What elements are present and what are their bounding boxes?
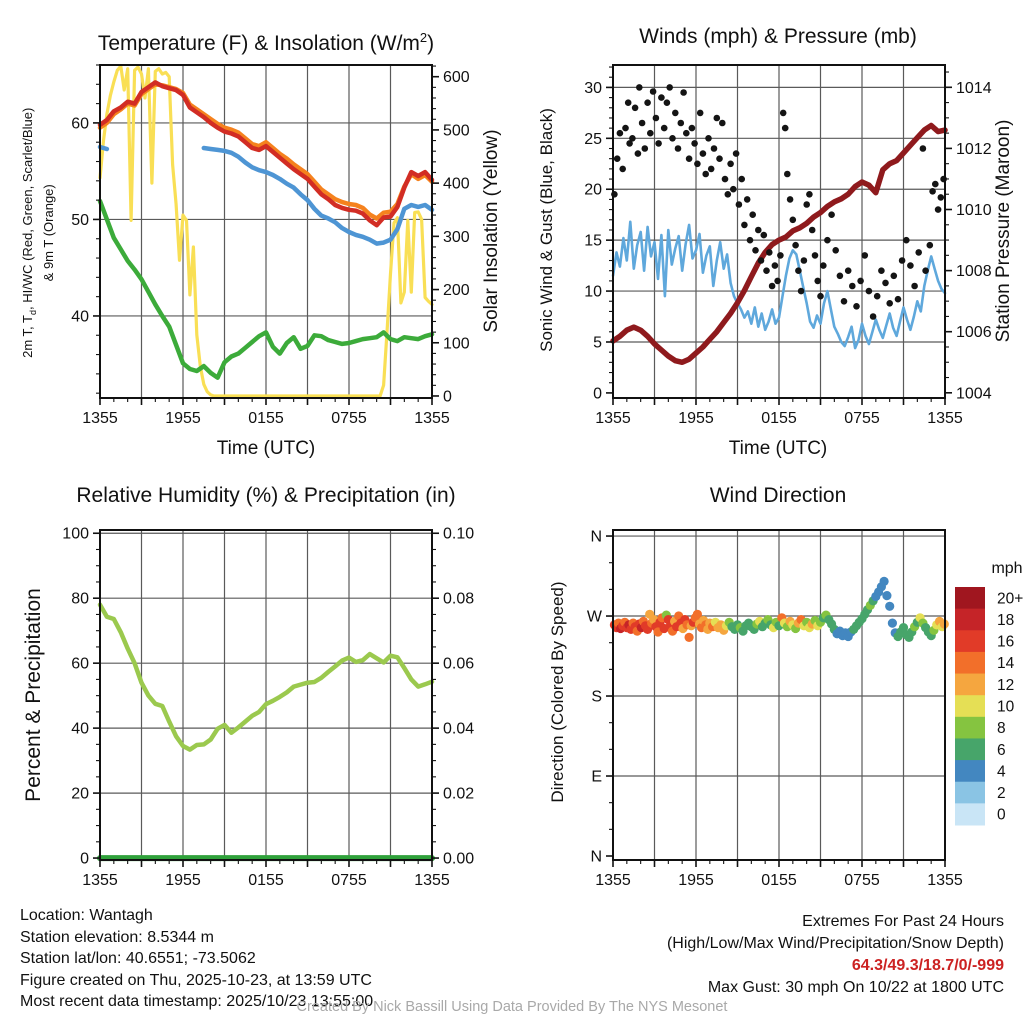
wind-gusts-dot — [744, 196, 751, 203]
right-tick-label: 0 — [443, 388, 452, 406]
wind-gusts-dot — [614, 155, 621, 162]
wind-gusts-dot — [922, 267, 929, 274]
station-info — [20, 905, 373, 1013]
temp-title-text: Temperature (F) & Insolation (W/m — [97, 32, 420, 55]
right-tick-label: 1012 — [956, 140, 992, 158]
x-tick-label: 1355 — [414, 872, 450, 889]
colorbar-cell — [955, 760, 985, 782]
temp-left-axis-label — [20, 53, 56, 413]
rh-chart-title: Relative Humidity (%) & Precipitation (in) — [76, 484, 456, 507]
colorbar-cell — [955, 609, 985, 631]
wind-gusts-dot — [812, 252, 819, 259]
wind-direction-dots-dot — [880, 577, 889, 586]
station-location: Location: Wantagh — [20, 907, 153, 924]
wind-gusts-dot — [845, 267, 852, 274]
colorbar-label: 16 — [997, 633, 1015, 651]
left-tick-label: 15 — [584, 232, 602, 250]
x-tick-label: 1355 — [927, 872, 963, 889]
wind-gusts-dot — [635, 150, 642, 157]
wind-gusts-dot — [650, 88, 657, 95]
wind-gusts-dot — [714, 115, 721, 122]
wind-gusts-dot — [857, 278, 864, 285]
x-tick-label: 1355 — [414, 410, 450, 427]
humidity-precip-chart — [0, 470, 512, 894]
x-tick-label: 1955 — [678, 410, 714, 427]
right-tick-label: 500 — [443, 122, 470, 140]
wind-gusts-dot — [678, 120, 685, 127]
wind-gusts-dot — [929, 188, 936, 195]
x-tick-label: 0155 — [248, 872, 284, 889]
wind-gusts-dot — [642, 145, 649, 152]
wind-gusts-dot — [938, 194, 945, 201]
wind-gusts-dot — [780, 110, 787, 117]
left-tick-label: 80 — [71, 590, 89, 608]
wind-gusts-dot — [689, 125, 696, 132]
attribution: Created By Nick Bassill Using Data Provided By The NYS Mesonet — [296, 999, 728, 1015]
wind-gusts-dot — [719, 120, 726, 127]
wind-gusts-dot — [787, 196, 794, 203]
colorbar-label: 2 — [997, 785, 1006, 803]
left-tick-label: 20 — [584, 181, 602, 199]
colorbar-cell — [955, 803, 985, 825]
wind-gusts-dot — [653, 115, 660, 122]
wind-gusts-dot — [680, 89, 687, 96]
left-tick-label: N — [590, 848, 602, 866]
right-tick-label: 1010 — [956, 202, 992, 220]
left-tick-label: 5 — [593, 334, 602, 352]
colorbar-label: 0 — [997, 806, 1006, 824]
left-tick-label: E — [591, 768, 602, 786]
x-tick-label: 0755 — [844, 872, 880, 889]
wind-gusts-dot — [763, 267, 770, 274]
figure-created: Figure created on Thu, 2025-10-23, at 13:59 UTC — [20, 971, 372, 989]
wind-direction-dots-dot — [888, 619, 897, 628]
wind-direction-dots-dot — [882, 591, 891, 600]
wind-gusts-dot — [935, 206, 942, 213]
x-tick-label: 1355 — [927, 410, 963, 427]
wind-gusts-dot — [733, 150, 740, 157]
wind-gusts-dot — [664, 99, 671, 106]
wind-gusts-dot — [741, 222, 748, 229]
wind-gusts-dot — [672, 110, 679, 117]
axis-label-part: 2m T, T — [20, 315, 36, 358]
wind-gusts-dot — [747, 237, 754, 244]
wind-gusts-dot — [853, 303, 860, 310]
right-tick-label: 300 — [443, 228, 470, 246]
colorbar-cell — [955, 652, 985, 674]
wind-gusts-dot — [697, 110, 704, 117]
left-tick-label: 30 — [584, 79, 602, 97]
pressure-right-axis-label: Station Pressure (Maroon) — [993, 119, 1014, 343]
wind-gusts-dot — [632, 105, 639, 112]
wind-gusts-dot — [841, 298, 848, 305]
extremes-heading: Extremes For Past 24 Hours — [802, 913, 1004, 930]
wind-gusts-dot — [694, 161, 701, 168]
wind-gusts-dot — [903, 237, 910, 244]
temp-left-axis-label-line1 — [20, 53, 41, 413]
extremes-subheading: (High/Low/Max Wind/Precipitation/Snow Depth) — [666, 935, 1004, 952]
colorbar-cell — [955, 717, 985, 739]
wind-gusts-dot — [675, 145, 682, 152]
right-tick-label: 0.00 — [443, 850, 475, 868]
right-tick-label: 0.06 — [443, 655, 475, 673]
colorbar-label: 10 — [997, 698, 1015, 716]
wind-gusts-dot — [814, 278, 821, 285]
axis-label-part: , HI/WC (Red, Green, Scarlet/Blue) — [20, 107, 36, 310]
wind-gusts-dot — [769, 283, 776, 290]
x-tick-label: 1955 — [678, 872, 714, 889]
wind-gusts-dot — [639, 120, 646, 127]
wind-gusts-dot — [666, 84, 673, 91]
wind-gusts-dot — [749, 211, 756, 218]
wind-gusts-dot — [738, 176, 745, 183]
winds-pressure-chart — [512, 0, 1024, 470]
right-tick-label: 600 — [443, 69, 470, 87]
colorbar-cell — [955, 630, 985, 652]
wind-gusts-dot — [777, 252, 784, 259]
left-tick-label: 40 — [71, 720, 89, 738]
rh-left-axis-label: Percent & Precipitation — [22, 588, 45, 802]
colorbar-cell — [955, 782, 985, 804]
x-tick-label: 1355 — [595, 872, 631, 889]
wind-gusts-dot — [891, 273, 898, 280]
x-tick-label: 0155 — [761, 410, 797, 427]
wind-direction-chart — [512, 470, 1024, 894]
station-latlon: Station lat/lon: 40.6551; -73.5062 — [20, 950, 256, 967]
wind-gusts-dot — [758, 257, 765, 264]
wind-gusts-dot — [661, 125, 668, 132]
wind-gusts-dot — [625, 99, 632, 106]
right-tick-label: 0.08 — [443, 590, 475, 608]
wind-gusts-dot — [772, 262, 779, 269]
wind-gusts-dot — [801, 257, 808, 264]
wind-gusts-dot — [761, 232, 768, 239]
left-tick-label: 10 — [584, 283, 602, 301]
right-tick-label: 0.04 — [443, 720, 475, 738]
wind-gusts-dot — [711, 145, 718, 152]
x-tick-label: 1355 — [595, 410, 631, 427]
wind-gusts-dot — [874, 293, 881, 300]
right-tick-label: 200 — [443, 282, 470, 300]
wind-gusts-dot — [705, 135, 712, 142]
wind-gusts-dot — [806, 191, 813, 198]
left-tick-label: 25 — [584, 130, 602, 148]
x-tick-label: 0755 — [844, 410, 880, 427]
colorbar-label: 6 — [997, 741, 1006, 759]
colorbar-cell — [955, 738, 985, 760]
wind-gusts-dot — [920, 145, 927, 152]
wind-direction-dots-dot — [685, 633, 694, 642]
wind-gusts-dot — [870, 313, 877, 320]
right-tick-label: 400 — [443, 175, 470, 193]
wind-gusts-dot — [899, 257, 906, 264]
wind-gusts-dot — [725, 191, 732, 198]
axis-label-subscript: d — [27, 310, 38, 316]
wind-gusts-dot — [862, 252, 869, 259]
wind-xlabel: Time (UTC) — [728, 438, 828, 459]
wind-gusts-dot — [817, 293, 824, 300]
colorbar-label: 4 — [997, 763, 1006, 781]
right-tick-label: 1004 — [956, 385, 992, 403]
wind-gusts-dot — [686, 155, 693, 162]
right-tick-label: 1006 — [956, 324, 992, 342]
wind-gusts-dot — [619, 166, 626, 173]
wind-gusts-dot — [832, 247, 839, 254]
wind-gusts-dot — [655, 140, 662, 147]
colorbar-label: 14 — [997, 655, 1015, 673]
left-tick-label: 50 — [71, 211, 89, 229]
x-tick-label: 0755 — [331, 872, 367, 889]
wind-gusts-dot — [820, 262, 827, 269]
right-tick-label: 0.10 — [443, 525, 475, 543]
wind-gusts-dot — [647, 130, 654, 137]
x-tick-label: 0155 — [248, 410, 284, 427]
wind-gusts-dot — [886, 300, 893, 307]
wind-gusts-dot — [932, 181, 939, 188]
wind-gusts-dot — [617, 130, 624, 137]
wind-gusts-dot — [622, 125, 629, 132]
wind-gusts-dot — [629, 135, 636, 142]
temp-title-superscript: 2 — [419, 30, 428, 45]
colorbar-label: 8 — [997, 720, 1006, 738]
left-tick-label: 0 — [80, 850, 89, 868]
x-tick-label: 1355 — [82, 410, 118, 427]
x-tick-label: 1955 — [165, 410, 201, 427]
wind-gusts-dot — [790, 217, 797, 224]
x-tick-label: 0755 — [331, 410, 367, 427]
extremes-info — [667, 911, 1004, 999]
wind-gusts-dot — [669, 135, 676, 142]
wind-gusts-dot — [895, 296, 902, 303]
max-gust: Max Gust: 30 mph On 10/22 at 1800 UTC — [707, 979, 1004, 996]
wind-gusts-dot — [702, 171, 709, 178]
wind-gusts-dot — [824, 237, 831, 244]
wind-gusts-dot — [730, 186, 737, 193]
dir-chart-title: Wind Direction — [709, 484, 847, 507]
wind-gusts-dot — [752, 247, 759, 254]
wind-gusts-dot — [849, 283, 856, 290]
wind-gusts-dot — [766, 249, 773, 256]
wind-gusts-dot — [774, 278, 781, 285]
wind-direction-dots-dot — [885, 602, 894, 611]
x-tick-label: 0155 — [761, 872, 797, 889]
insolation-right-axis-label: Solar Insolation (Yellow) — [481, 129, 502, 333]
colorbar-label: 12 — [997, 676, 1015, 694]
temperature-insolation-chart — [0, 0, 512, 470]
wind-gusts-dot — [795, 267, 802, 274]
wind-chart-title: Winds (mph) & Pressure (mb) — [639, 25, 917, 48]
colorbar-title: mph — [991, 560, 1023, 577]
colorbar-cell — [955, 587, 985, 609]
temp-title-close: ) — [427, 32, 435, 55]
x-tick-label: 1355 — [82, 872, 118, 889]
colorbar-cell — [955, 674, 985, 696]
right-tick-label: 1014 — [956, 79, 992, 97]
wind-gusts-dot — [882, 280, 889, 287]
wind-gusts-dot — [915, 249, 922, 256]
colorbar-label: 20+ — [997, 590, 1024, 608]
colorbar-cell — [955, 695, 985, 717]
wind-gusts-dot — [837, 273, 844, 280]
wind-gusts-dot — [792, 242, 799, 249]
left-tick-label: W — [586, 608, 602, 626]
wind-gusts-dot — [809, 227, 816, 234]
left-tick-label: 40 — [71, 308, 89, 326]
wind-gusts-dot — [708, 166, 715, 173]
wind-gusts-dot — [784, 171, 791, 178]
left-tick-label: 100 — [62, 525, 89, 543]
temp-left-axis-label-line2: & 9m T (Orange) — [40, 184, 56, 282]
left-tick-label: 20 — [71, 785, 89, 803]
wind-gusts-dot — [658, 94, 665, 101]
colorbar-label: 18 — [997, 611, 1015, 629]
left-tick-label: N — [590, 528, 602, 546]
left-tick-label: S — [591, 688, 602, 706]
right-tick-label: 0.02 — [443, 785, 475, 803]
left-tick-label: 60 — [71, 655, 89, 673]
wind-gusts-dot — [803, 201, 810, 208]
extremes-values: 64.3/49.3/18.7/0/-999 — [851, 957, 1004, 974]
wind-gusts-dot — [878, 267, 885, 274]
wind-gusts-dot — [727, 161, 734, 168]
wind-left-axis-label: Sonic Wind & Gust (Blue, Black) — [537, 108, 556, 352]
left-tick-label: 0 — [593, 385, 602, 403]
wind-gusts-dot — [866, 288, 873, 295]
wind-gusts-dot — [927, 242, 934, 249]
wind-gusts-dot — [755, 227, 762, 234]
wind-gusts-dot — [716, 155, 723, 162]
wind-gusts-dot — [828, 211, 835, 218]
wind-gusts-dot — [683, 130, 690, 137]
wind-gusts-dot — [691, 140, 698, 147]
wind-gusts-dot — [644, 99, 651, 106]
dir-left-axis-label: Direction (Colored By Speed) — [548, 581, 567, 803]
temp-chart-title — [16, 30, 516, 56]
wind-gusts-dot — [722, 176, 729, 183]
right-tick-label: 1008 — [956, 263, 992, 281]
left-tick-label: 60 — [71, 115, 89, 133]
wind-gusts-dot — [700, 150, 707, 157]
right-tick-label: 100 — [443, 335, 470, 353]
wind-gusts-dot — [911, 283, 918, 290]
x-tick-label: 1955 — [165, 872, 201, 889]
wind-gusts-dot — [736, 201, 743, 208]
recent-timestamp: Most recent data timestamp: 2025/10/23 13:55:00 — [20, 993, 374, 1010]
wind-gusts-dot — [636, 84, 643, 91]
wind-gusts-dot — [798, 288, 805, 295]
wind-gusts-dot — [782, 125, 789, 132]
temp-xlabel: Time (UTC) — [216, 438, 316, 459]
station-elevation: Station elevation: 8.5344 m — [20, 928, 214, 946]
wind-gusts-dot — [907, 262, 914, 269]
